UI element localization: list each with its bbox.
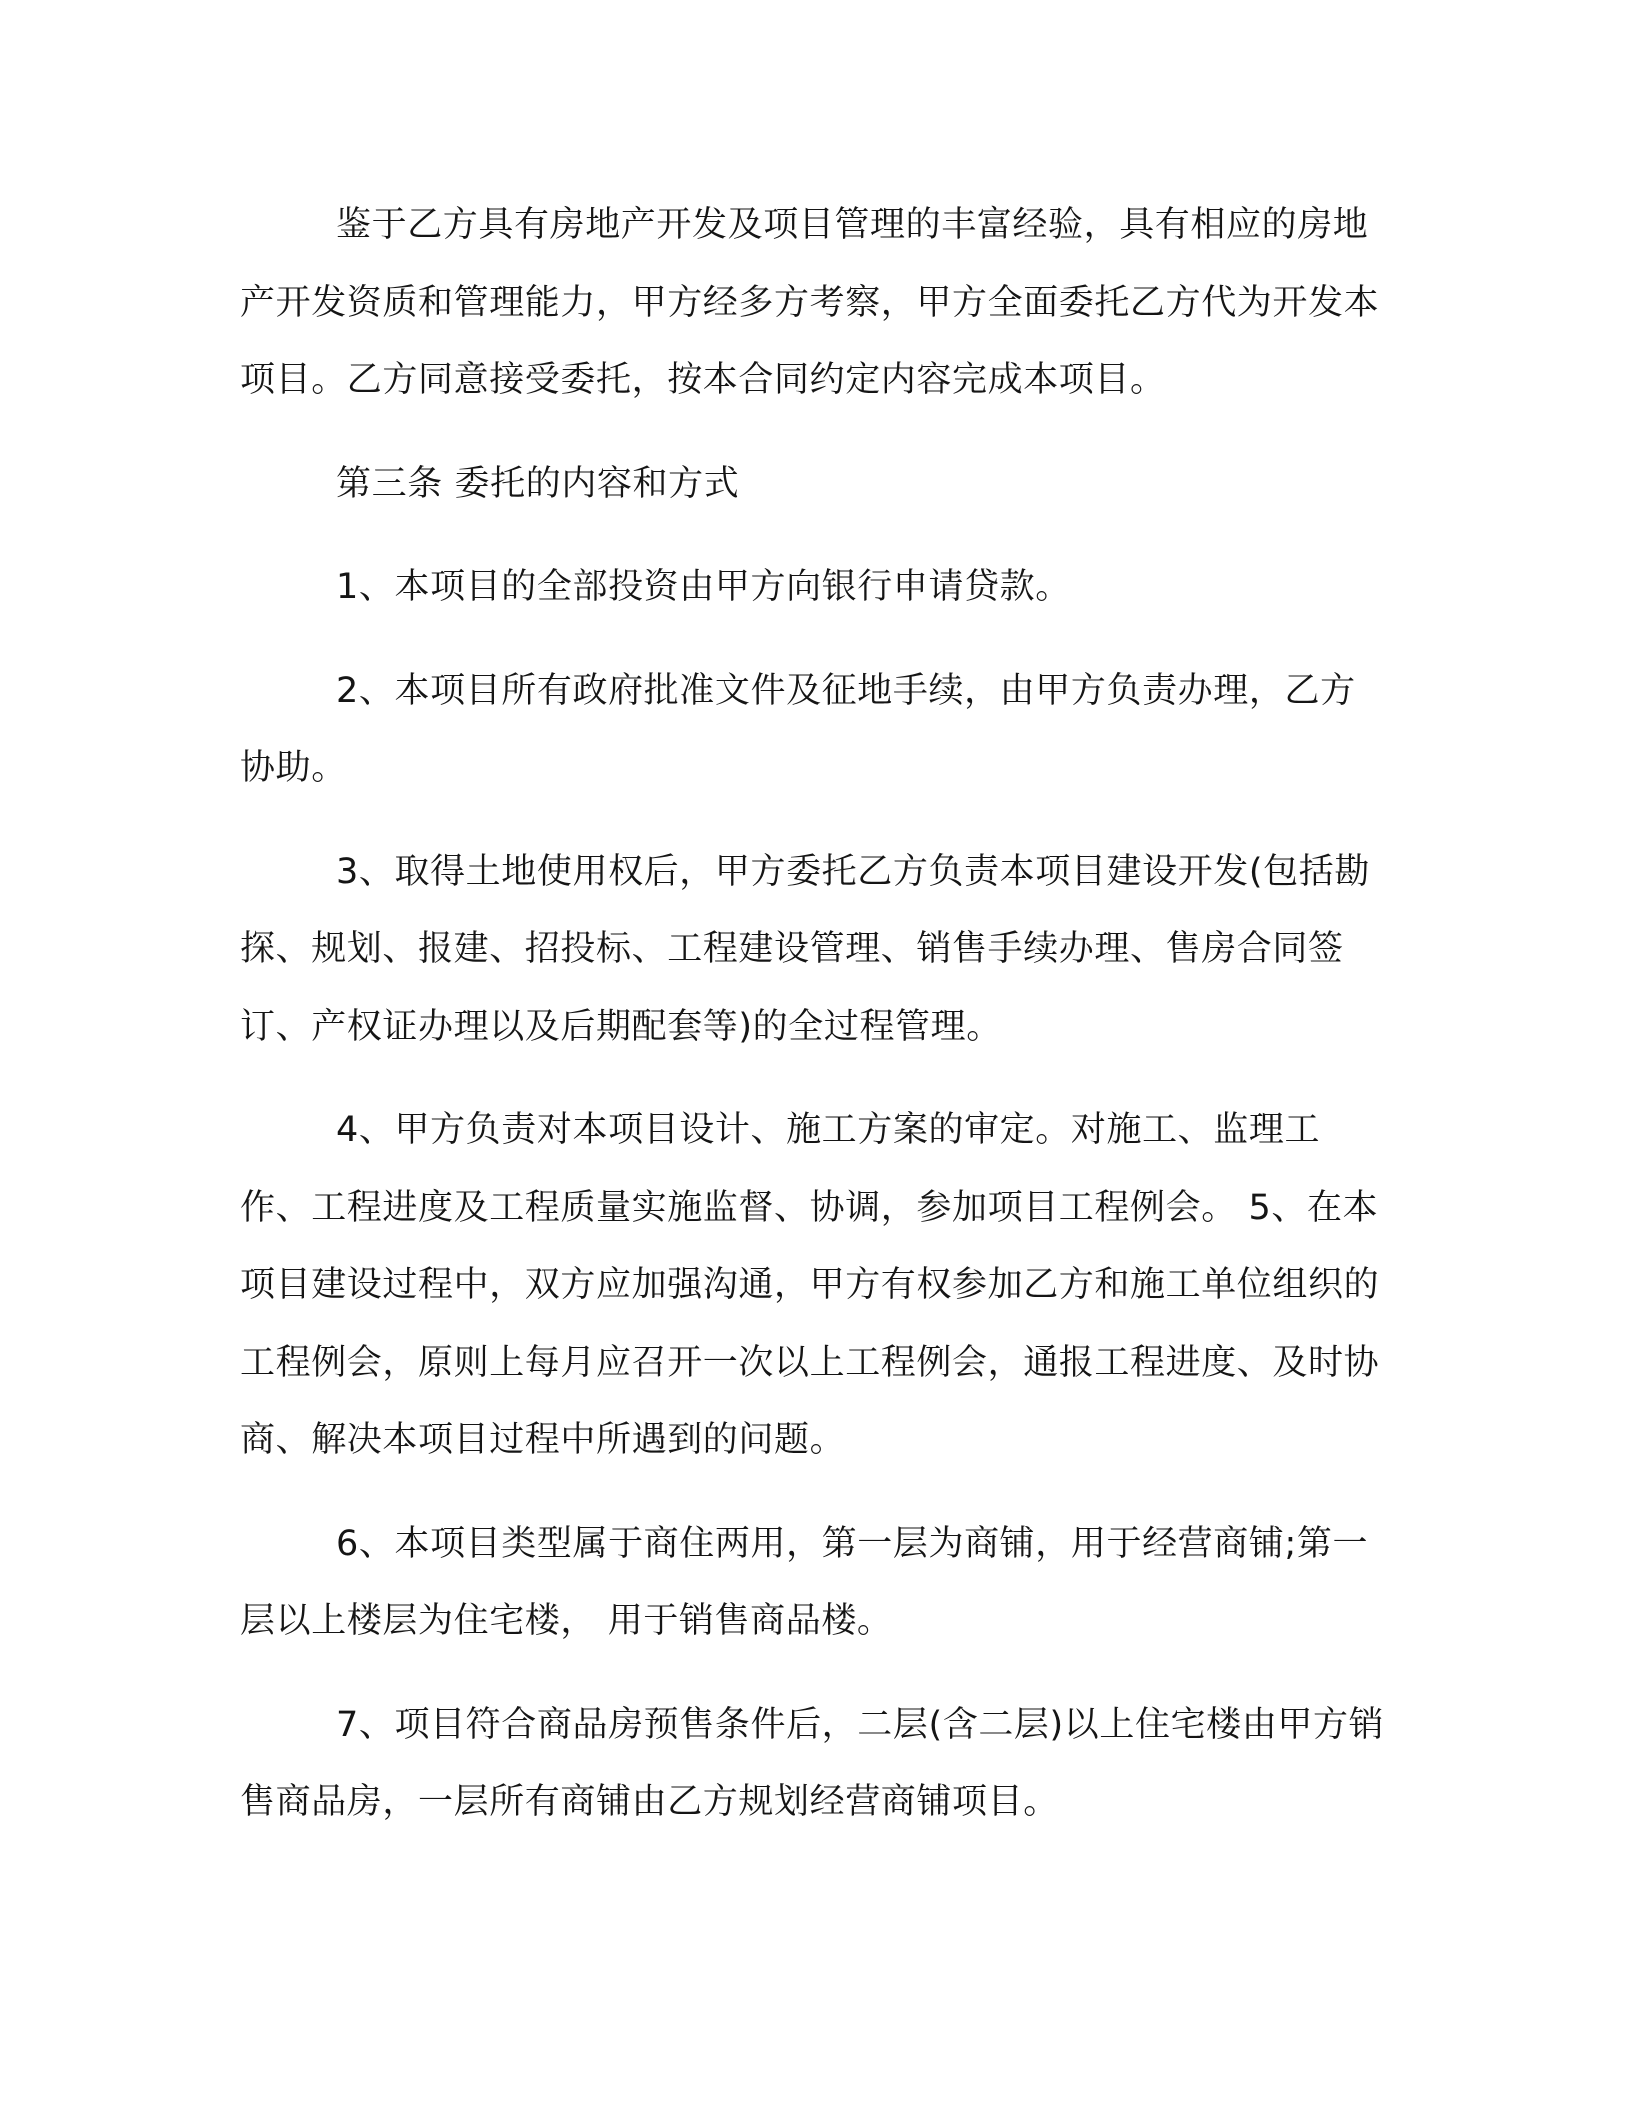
clause-7: 7、项目符合商品房预售条件后，二层(含二层)以上住宅楼由甲方销售商品房，一层所有商铺由乙方规划经营商铺项目。 — [240, 1704, 1385, 1822]
clause-3: 3、取得土地使用权后，甲方委托乙方负责本项目建设开发(包括勘探、规划、报建、招投标、工程建设管理、销售手续办理、售房合同签订、产权证办理以及后期配套等)的全过程管理。 — [240, 851, 1370, 1047]
clause-2: 2、本项目所有政府批准文件及征地手续，由甲方负责办理，乙方协助。 — [240, 670, 1356, 788]
document-body — [240, 187, 1390, 1868]
paragraph-intro: 鉴于乙方具有房地产开发及项目管理的丰富经验，具有相应的房地产开发资质和管理能力，甲方经多方考察，甲方全面委托乙方代为开发本项目。乙方同意接受委托，按本合同约定内容完成本项目。 — [240, 205, 1380, 400]
article-heading: 第三条 委托的内容和方式 — [336, 463, 740, 504]
clause-6: 6、本项目类型属于商住两用，第一层为商铺，用于经营商铺;第一层以上楼层为住宅楼， 用于销售商品楼。 — [240, 1523, 1369, 1641]
clause-1: 1、本项目的全部投资由甲方向银行申请贷款。 — [336, 567, 1071, 607]
clause-4-5: 4、甲方负责对本项目设计、施工方案的审定。对施工、监理工作、工程进度及工程质量实施监督、协调，参加项目工程例会。 5、在本项目建设过程中，双方应加强沟通，甲方有权参加乙方和施工单位组织的工程例会，原则上每月应召开一次以上工程例会，通报工程进度、及时协商、解决本项目过程中所遇到的问题。 — [240, 1110, 1380, 1460]
